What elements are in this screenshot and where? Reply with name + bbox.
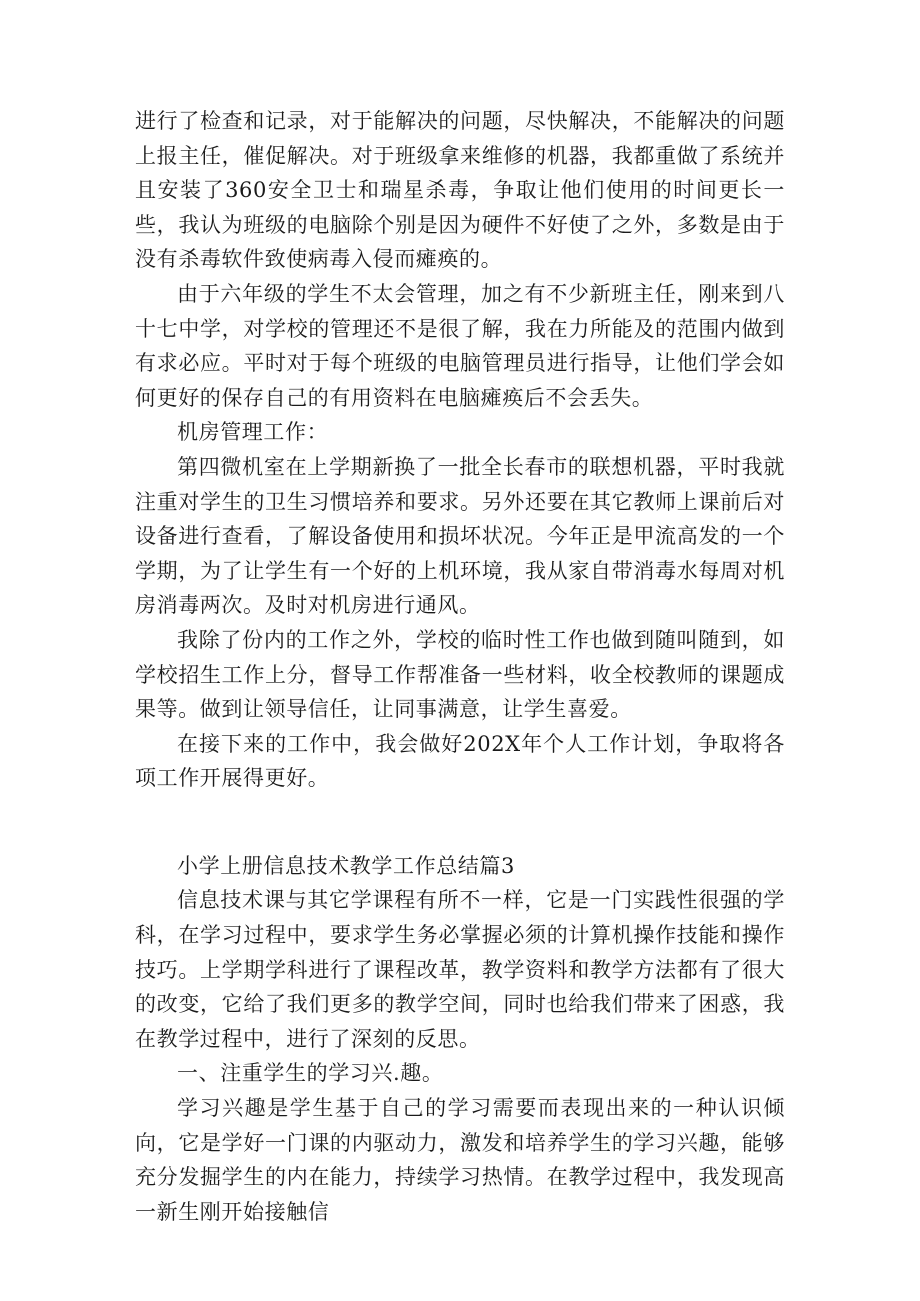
document-body [135, 104, 785, 1229]
paragraph-continued: 进行了检查和记录，对于能解决的问题，尽快解决，不能解决的问题上报主任，催促解决。对于班级拿来维修的机器，我都重做了系统并且安装了360安全卫士和瑞星杀毒，争取让他们使用的时间更长一些，我认为班级的电脑除个别是因为硬件不好使了之外，多数是由于没有杀毒软件致使病毒入侵而瘫痪的。 [135, 109, 785, 272]
paragraph: 在接下来的工作中，我会做好202X年个人工作计划，争取将各项工作开展得更好。 [135, 731, 785, 791]
paragraph: 第四微机室在上学期新换了一批全长春市的联想机器，平时我就注重对学生的卫生习惯培养和要求。另外还要在其它教师上课前后对设备进行查看，了解设备使用和损坏状况。今年正是甲流高发的一个学期，为了让学生有一个好的上机环境，我从家自带消毒水每周对机房消毒两次。及时对机房进行通风。 [135, 454, 785, 618]
section-title: 小学上册信息技术教学工作总结篇3 [177, 853, 515, 878]
subheading-interest: 一、注重学生的学习兴.趣。 [177, 1061, 444, 1086]
subheading-lab-management: 机房管理工作： [177, 420, 329, 445]
paragraph: 学习兴趣是学生基于自己的学习需要而表现出来的一种认识倾向，它是学好一门课的内驱动力，激发和培养学生的学习兴趣，能够充分发掘学生的内在能力，持续学习热情。在教学过程中，我发现高一新生刚开始接触信 [135, 1096, 785, 1224]
paragraph: 由于六年级的学生不太会管理，加之有不少新班主任，刚来到八十七中学，对学校的管理还不是很了解，我在力所能及的范围内做到有求必应。平时对于每个班级的电脑管理员进行指导，让他们学会如何更好的保存自己的有用资料在电脑瘫痪后不会丢失。 [135, 281, 785, 410]
paragraph: 我除了份内的工作之外，学校的临时性工作也做到随叫随到，如学校招生工作上分，督导工作帮准备一些材料，收全校教师的课题成果等。做到让领导信任，让同事满意，让学生喜爱。 [135, 627, 785, 722]
paragraph: 信息技术课与其它学课程有所不一样，它是一门实践性很强的学科，在学习过程中，要求学生务必掌握必须的计算机操作技能和操作技巧。上学期学科进行了课程改革，教学资料和教学方法都有了很大的改变，它给了我们更多的教学空间，同时也给我们带来了困惑，我在教学过程中，进行了深刻的反思。 [135, 888, 785, 1051]
